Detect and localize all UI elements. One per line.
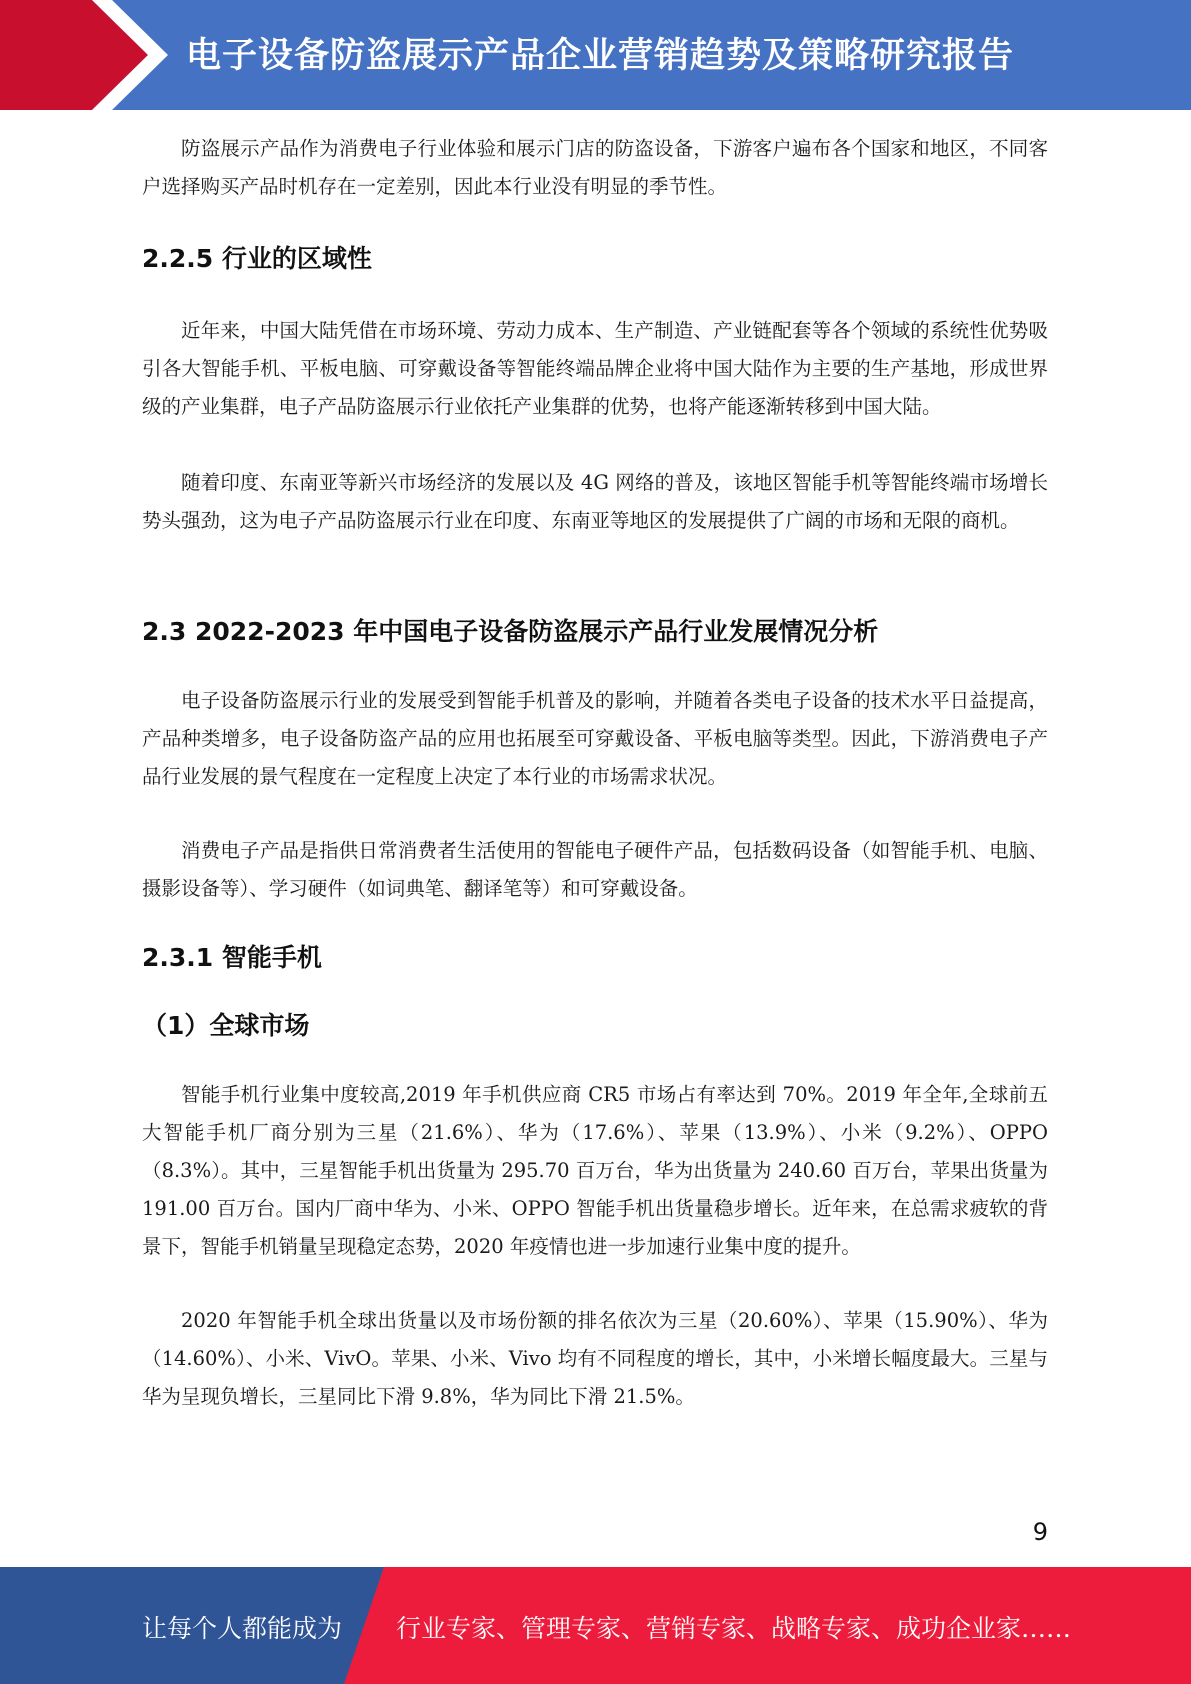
paragraph-seasonality: 防盗展示产品作为消费电子行业体验和展示门店的防盗设备，下游客户遍布各个国家和地区，不同客户选择购买产品时机存在一定差别，因此本行业没有明显的季节性。 bbox=[142, 137, 1048, 198]
paragraph-smartphone-concentration: 智能手机行业集中度较高,2019 年手机供应商 CR5 市场占有率达到 70%。2019 年全年,全球前五大智能手机厂商分别为三星（21.6%）、华为（17.6%）、苹果（13.9%）、小米（9.2%）、OPPO（8.3%）。其中，三星智能手机出货量为 295.70 百万台，华为出货量为 240.60 百万台，苹果出货量为 191.00 百万台。国内厂商中华为、小米、OPPO 智能手机出货量稳步增长。近年来，在总需求疲软的背景下，智能手机销量呈现稳定态势，2020 年疫情也进一步加速行业集中度的提升。 bbox=[142, 1083, 1048, 1258]
heading-2-3: 2.3 2022-2023 年中国电子设备防盗展示产品行业发展情况分析 bbox=[142, 617, 879, 646]
paragraph-emerging-markets: 随着印度、东南亚等新兴市场经济的发展以及 4G 网络的普及，该地区智能手机等智能终端市场增长势头强劲，这为电子产品防盗展示行业在印度、东南亚等地区的发展提供了广阔的市场和无限的商机。 bbox=[142, 471, 1048, 532]
page-number: 9 bbox=[1032, 1518, 1048, 1546]
heading-global-market: （1）全球市场 bbox=[142, 1011, 310, 1040]
paragraph-2020-ranking: 2020 年智能手机全球出货量以及市场份额的排名依次为三星（20.60%）、苹果（15.90%）、华为（14.60%）、小米、VivO。苹果、小米、Vivo 均有不同程度的增长，其中，小米增长幅度最大。三星与华为呈现负增长，三星同比下滑 9.8%，华为同比下滑 21.5%。 bbox=[142, 1309, 1048, 1408]
heading-2-2-5: 2.2.5 行业的区域性 bbox=[142, 244, 372, 273]
heading-2-3-1: 2.3.1 智能手机 bbox=[142, 943, 322, 972]
document-body bbox=[142, 130, 1048, 1416]
paragraph-consumer-electronics: 消费电子产品是指供日常消费者生活使用的智能电子硬件产品，包括数码设备（如智能手机、电脑、摄影设备等）、学习硬件（如词典笔、翻译笔等）和可穿戴设备。 bbox=[142, 839, 1048, 900]
page-footer bbox=[0, 1567, 1191, 1684]
paragraph-industry-development: 电子设备防盗展示行业的发展受到智能手机普及的影响，并随着各类电子设备的技术水平日益提高，产品种类增多，电子设备防盗产品的应用也拓展至可穿戴设备、平板电脑等类型。因此，下游消费电子产品行业发展的景气程度在一定程度上决定了本行业的市场需求状况。 bbox=[142, 689, 1048, 788]
footer-slogan-left: 让每个人都能成为 bbox=[142, 1614, 343, 1643]
header-title: 电子设备防盗展示产品企业营销趋势及策略研究报告 bbox=[186, 36, 1015, 76]
footer-slogan-right: 行业专家、管理专家、营销专家、战略专家、成功企业家…… bbox=[396, 1614, 1072, 1643]
page-header bbox=[0, 0, 1191, 110]
paragraph-regional-advantage: 近年来，中国大陆凭借在市场环境、劳动力成本、生产制造、产业链配套等各个领域的系统性优势吸引各大智能手机、平板电脑、可穿戴设备等智能终端品牌企业将中国大陆作为主要的生产基地，形成世界级的产业集群，电子产品防盗展示行业依托产业集群的优势，也将产能逐渐转移到中国大陆。 bbox=[142, 319, 1048, 418]
